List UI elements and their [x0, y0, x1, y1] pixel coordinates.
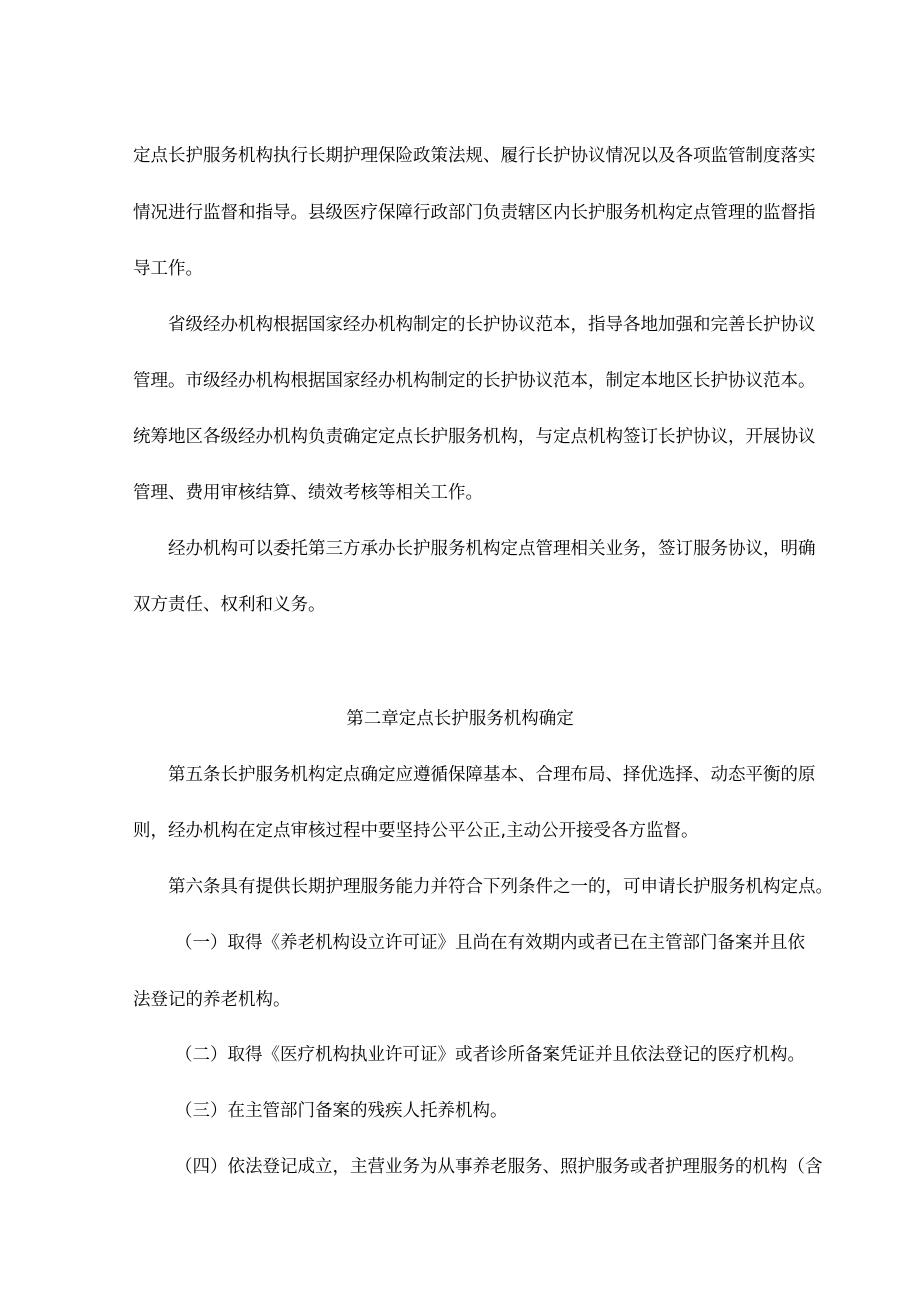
list-item-line: （一）取得《养老机构设立许可证》且尚在有效期内或者已在主管部门备案并且依: [175, 933, 805, 953]
article-line: 第五条长护服务机构定点确定应遵循保障基本、合理布局、择优选择、动态平衡的原: [168, 765, 816, 785]
chapter-title: 第二章定点长护服务机构确定: [346, 709, 574, 729]
article-line: 则，经办机构在定点审核过程中要坚持公平公正,主动公开接受各方监督。: [133, 821, 699, 841]
paragraph-line: 情况进行监督和指导。县级医疗保障行政部门负责辖区内长护服务机构定点管理的监督指: [133, 203, 816, 223]
paragraph-line: 省级经办机构根据国家经办机构制定的长护协议范本，指导各地加强和完善长护协议: [168, 315, 816, 335]
paragraph-line: 导工作。: [133, 259, 203, 279]
list-item-line: （二）取得《医疗机构执业许可证》或者诊所备案凭证并且依法登记的医疗机构。: [175, 1045, 805, 1065]
list-item-line: （三）在主管部门备案的残疾人托养机构。: [175, 1101, 508, 1121]
paragraph-line: 管理、费用审核结算、绩效考核等相关工作。: [133, 483, 483, 503]
paragraph-line: 双方责任、权利和义务。: [133, 595, 326, 615]
paragraph-line: 统筹地区各级经办机构负责确定定点长护服务机构，与定点机构签订长护协议，开展协议: [133, 427, 816, 447]
paragraph-line: 管理。市级经办机构根据国家经办机构制定的长护协议范本，制定本地区长护协议范本。: [133, 371, 816, 391]
list-item-line: 法登记的养老机构。: [133, 990, 291, 1010]
paragraph-line: 经办机构可以委托第三方承办长护服务机构定点管理相关业务，签订服务协议，明确: [168, 539, 816, 559]
list-item-line: （四）依法登记成立，主营业务为从事养老服务、照护服务或者护理服务的机构（含: [175, 1157, 823, 1177]
article-line: 第六条具有提供长期护理服务能力并符合下列条件之一的，可申请长护服务机构定点。: [168, 877, 833, 897]
paragraph-line: 定点长护服务机构执行长期护理保险政策法规、履行长护协议情况以及各项监管制度落实: [133, 146, 816, 166]
